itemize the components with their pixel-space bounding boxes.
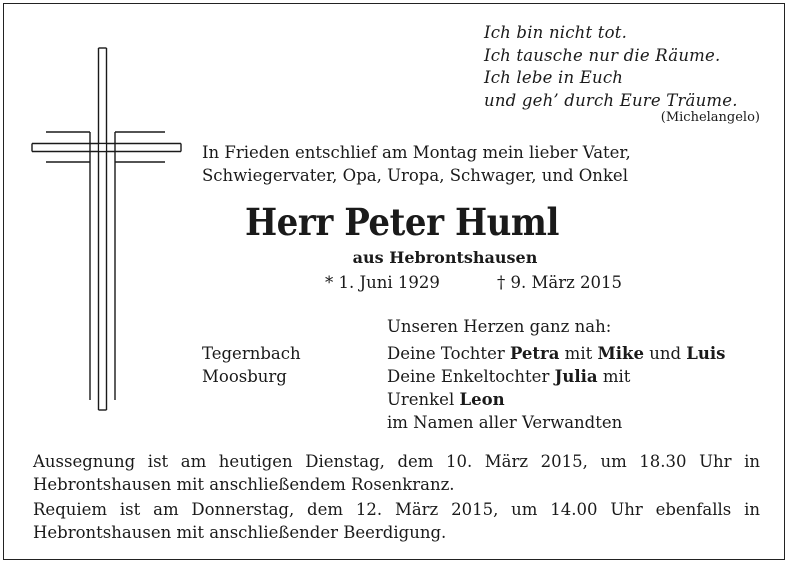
relatives-line	[387, 388, 725, 411]
poem	[484, 22, 774, 112]
intro-line: In Frieden entschlief am Montag mein lieber Vater,	[202, 143, 631, 162]
relative-name: Petra	[509, 344, 560, 363]
notice-line: Requiem ist am Donnerstag, dem 12. März 2015, um 14.00 Uhr ebenfalls in	[33, 500, 760, 519]
relatives-text: mit	[597, 367, 631, 386]
notice-line: Aussegnung ist am heutigen Dienstag, dem 10. März 2015, um 18.30 Uhr in	[33, 452, 760, 471]
requiem-notice	[33, 498, 760, 544]
place-name: Moosburg	[202, 367, 287, 386]
relative-name: Luis	[686, 344, 726, 363]
relative-name: Leon	[459, 390, 505, 409]
poem-line: Ich tausche nur die Räume.	[484, 45, 721, 65]
deceased-origin: aus Hebrontshausen	[352, 248, 538, 267]
relatives-line	[387, 342, 725, 365]
notice-line: Hebrontshausen mit anschließendem Rosenkranz.	[33, 475, 455, 494]
relatives-text: und	[643, 344, 687, 363]
relatives-text: im Namen aller Verwandten	[387, 413, 623, 432]
relatives-text: Deine Tochter	[387, 344, 510, 363]
family-places	[202, 342, 301, 388]
poem-line: Ich lebe in Euch	[484, 68, 624, 87]
birth-date: * 1. Juni 1929	[325, 273, 440, 292]
relatives-line	[387, 365, 725, 388]
relatives-text: Urenkel	[387, 390, 460, 409]
death-date: † 9. März 2015	[497, 273, 623, 292]
poem-line: Ich bin nicht tot.	[484, 23, 628, 42]
intro-text	[202, 141, 631, 187]
relative-name: Mike	[597, 344, 644, 363]
place-name: Tegernbach	[202, 344, 301, 363]
relatives-text: Deine Enkeltochter	[387, 367, 555, 386]
poem-line: und geh’ durch Eure Träume.	[484, 90, 738, 110]
poem-author: (Michelangelo)	[660, 110, 760, 125]
notice-line: Hebrontshausen mit anschließender Beerdigung.	[33, 523, 447, 542]
deceased-name: Herr Peter Huml	[244, 200, 559, 244]
family-intro: Unseren Herzen ganz nah:	[387, 317, 612, 336]
aussegnung-notice	[33, 450, 760, 496]
relatives-text: mit	[559, 344, 598, 363]
relative-name: Julia	[554, 367, 598, 386]
family-relatives	[387, 342, 725, 434]
relatives-line	[387, 411, 725, 434]
intro-line: Schwiegervater, Opa, Uropa, Schwager, und Onkel	[202, 166, 628, 185]
